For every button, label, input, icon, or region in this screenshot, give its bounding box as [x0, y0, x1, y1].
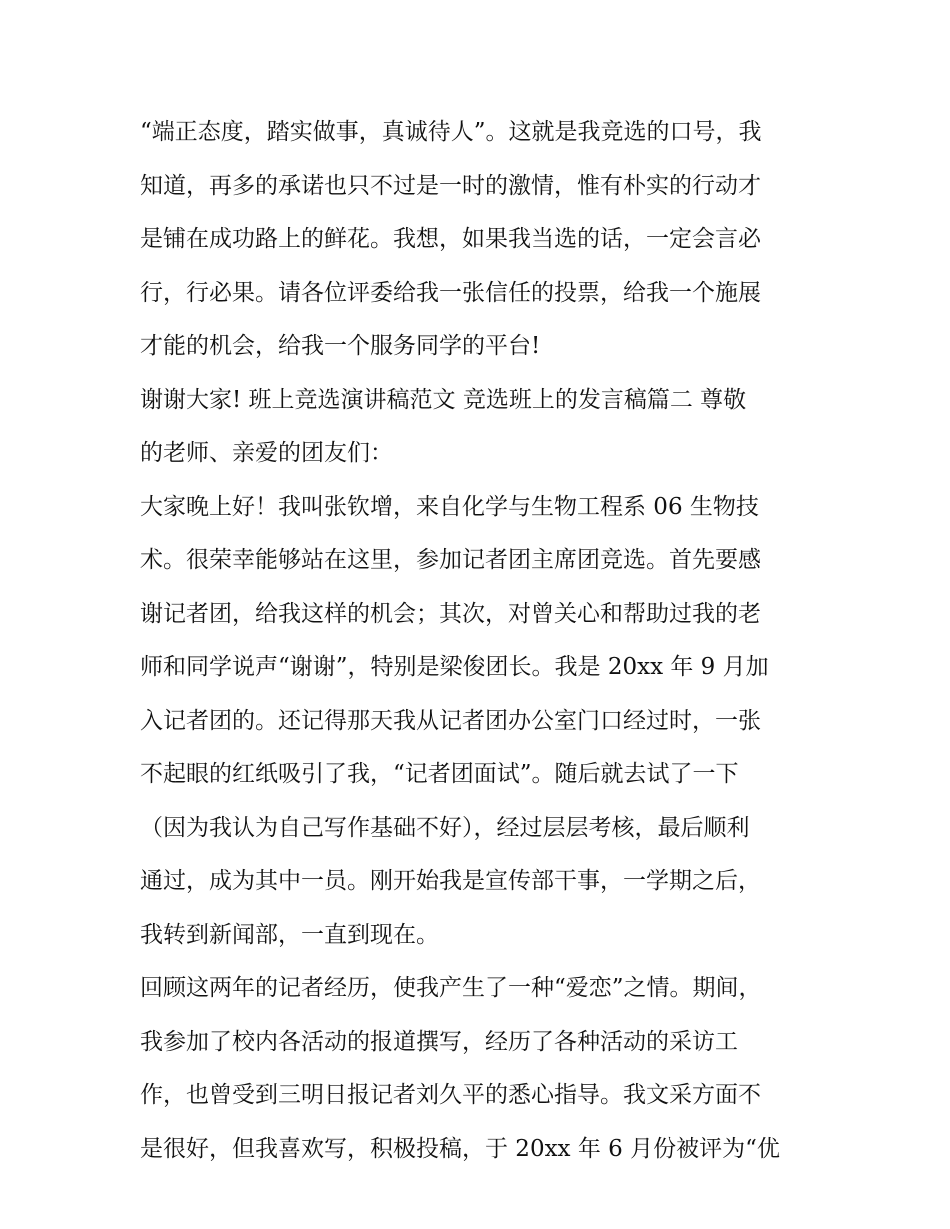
text-line: 不起眼的红纸吸引了我，“记者团面试”。随后就去试了一下: [140, 761, 739, 787]
text-line: 是很好，但我喜欢写，积极投稿，于 20xx 年 6 月份被评为“优: [140, 1135, 780, 1162]
text-line: 回顾这两年的记者经历，使我产生了一种“爱恋”之情。期间，: [140, 975, 762, 1001]
text-line: 谢谢大家! 班上竞选演讲稿范文 竞选班上的发言稿篇二 尊敬: [140, 386, 747, 413]
text-line: 知道，再多的承诺也只不过是一时的激情，惟有朴实的行动才: [140, 172, 761, 199]
text-line: 术。很荣幸能够站在这里，参加记者团主席团竞选。首先要感: [140, 547, 761, 573]
text-line: 我转到新闻部，一直到现在。: [140, 921, 439, 948]
text-line: 入记者团的。还记得那天我从记者团办公室门口经过时，一张: [140, 707, 761, 734]
text-line: 才能的机会，给我一个服务同学的平台!: [140, 333, 541, 359]
text-line: 行，行必果。请各位评委给我一张信任的投票，给我一个施展: [140, 279, 761, 306]
text-line: 是铺在成功路上的鲜花。我想，如果我当选的话，一定会言必: [140, 226, 761, 252]
text-line: 谢记者团，给我这样的机会；其次，对曾关心和帮助过我的老: [140, 600, 761, 627]
text-line: 的老师、亲爱的团友们：: [140, 440, 393, 466]
text-line: 通过，成为其中一员。刚开始我是宣传部干事，一学期之后，: [140, 868, 761, 894]
text-line: 我参加了校内各活动的报道撰写，经历了各种活动的采访工: [140, 1028, 738, 1055]
text-line: 作，也曾受到三明日报记者刘久平的悉心指导。我文采方面不: [140, 1082, 761, 1108]
text-line: “端正态度，踏实做事，真诚待人”。这就是我竞选的口号，我: [140, 119, 762, 145]
body-text: [140, 106, 820, 1176]
text-line: （因为我认为自己写作基础不好），经过层层考核，最后顺利: [140, 814, 750, 841]
text-line: 大家晚上好！我叫张钦增，来自化学与生物工程系 06 生物技: [140, 493, 759, 520]
text-line: 师和同学说声“谢谢”，特别是梁俊团长。我是 20xx 年 9 月加: [140, 654, 769, 680]
